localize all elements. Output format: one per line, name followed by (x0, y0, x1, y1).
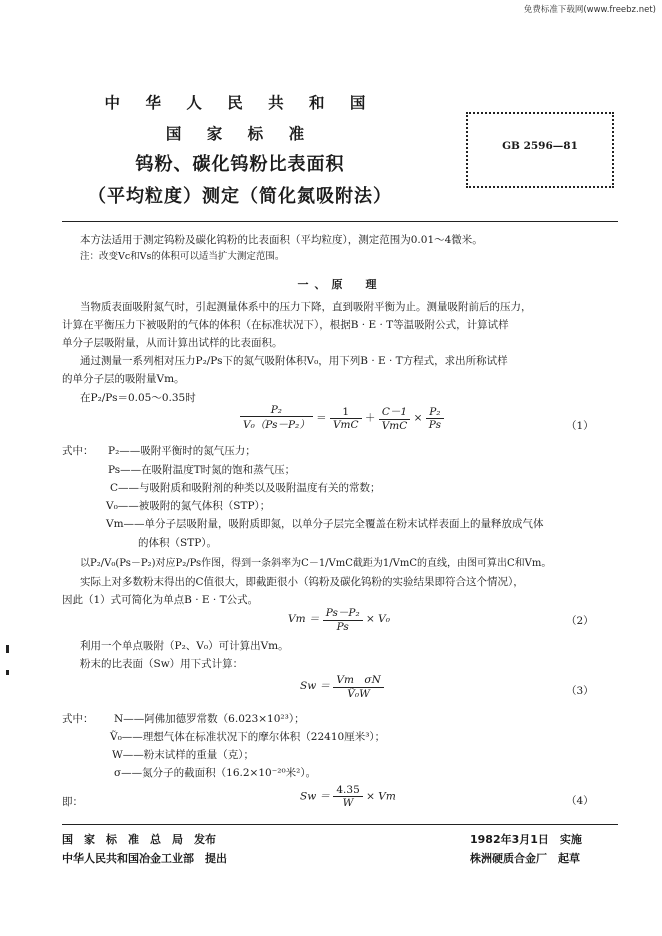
footer-effective-date: 1982年3月1日 实施 (470, 833, 582, 846)
header-standard: 国 家 标 准 (165, 125, 315, 143)
single-point-paragraph: 利用一个单点吸附（P₂、V₀）可计算出Vm。 (80, 640, 289, 652)
scan-mark (6, 645, 9, 653)
definition-vm-cont: 的体积（STP）。 (138, 537, 218, 549)
standard-code: GB 2596—81 (502, 140, 578, 152)
eq1-plus: ＋ (364, 412, 376, 424)
definition-v0-molar: Ṽ₀——理想气体在标准状况下的摩尔体积（22410厘米³）； (110, 731, 386, 743)
specific-surface-intro: 粉末的比表面（Sw）用下式计算： (80, 658, 244, 670)
ji-label: 即： (62, 796, 83, 808)
eq4-numerator: 4.35 (333, 784, 362, 797)
equation-3-number: （3） (566, 685, 594, 697)
equation-2 (288, 605, 390, 633)
definition-n: N——阿佛加德罗常数（6.023×10²³）； (114, 713, 305, 725)
equation-4 (300, 784, 396, 809)
eq4-lhs: Sw ＝ (300, 790, 331, 803)
header-country: 中 华 人 民 共 和 国 (104, 94, 376, 112)
eq3-denominator: Ṽ₀W (347, 688, 370, 700)
footer-drafter: 株洲硬质合金厂 起草 (470, 852, 580, 865)
eq2-lhs: Vm ＝ (288, 613, 320, 625)
eq1-term3-numerator: P₂ (429, 405, 441, 418)
equation-4-number: （4） (566, 795, 594, 807)
eq3-numerator: Vm σN (336, 674, 381, 686)
eq1-term3-denominator: Ps (428, 418, 441, 431)
definition-vm: Vm——单分子层吸附量，吸附质即氮，以单分子层完全覆盖在粉末试样表面上的量释放成气体 (106, 518, 544, 530)
principle-paragraph-line-1: 当物质表面吸附氮气时，引起测量体系中的压力下降，直到吸附平衡为止。测量吸附前后的压力， (80, 301, 532, 313)
bet-paragraph-line-1: 通过测量一系列相对压力P₂/Ps下的氮气吸附体积V₀，用下列B · E · T方程式，求出所称试样 (80, 355, 508, 367)
eq1-term2-numerator: C－1 (381, 406, 408, 418)
equation-1-number: （1） (566, 420, 594, 432)
watermark: 免费标准下载网(www.freebz.net) (523, 5, 656, 15)
definition-w: W——粉末试样的重量（克）； (112, 749, 255, 761)
eq1-lhs-numerator: P₂ (270, 404, 283, 416)
eq2-denominator: Ps (336, 621, 349, 633)
eq1-term2-denominator: VmC (381, 420, 408, 432)
pressure-range: 在P₂/Ps＝0.05～0.35时 (80, 392, 196, 404)
equation-1 (240, 404, 444, 432)
eq4-tail: × Vm (366, 790, 396, 803)
eq1-lhs-denominator: V₀（Ps－P₂） (243, 419, 310, 431)
definition-p2: P₂——吸附平衡时的氮气压力； (108, 445, 256, 457)
scope-paragraph: 本方法适用于测定钨粉及碳化钨粉的比表面积（平均粒度），测定范围为0.01～4微米。 (80, 234, 483, 246)
definition-sigma: σ——氮分子的截面积（16.2×10⁻²⁰米²）。 (114, 767, 317, 779)
definition-ps: Ps——在吸附温度T时氮的饱和蒸气压； (108, 464, 296, 476)
definition-c: C——与吸附质和吸附剂的种类以及吸附温度有关的常数； (110, 482, 381, 494)
section-heading-principle: 一、原 理 (297, 278, 383, 291)
scan-mark (6, 670, 9, 675)
simplify-paragraph-line-2: 因此（1）式可简化为单点B · E · T公式。 (62, 594, 259, 606)
eq1-equals: ＝ (316, 412, 327, 424)
eq1-term1-denominator: VmC (332, 418, 359, 431)
definition-v0: V₀——被吸附的氮气体积（STP）； (106, 500, 271, 512)
top-divider (62, 221, 618, 222)
equation-3 (300, 672, 384, 700)
eq1-times: × (413, 412, 423, 424)
simplify-paragraph-line-1: 实际上对多数粉末得出的C值很大，即截距很小（钨粉及碳化钨粉的实验结果即符合这个情况）， (80, 576, 524, 588)
eq4-denominator: W (342, 797, 354, 809)
title-line-2: （平均粒度）测定（简化氮吸附法） (88, 186, 392, 207)
footer-proposer: 中华人民共和国冶金工业部 提出 (62, 852, 227, 865)
equation-2-number: （2） (566, 615, 594, 627)
title-line-1: 钨粉、碳化钨粉比表面积 (135, 154, 345, 175)
scope-note: 注：改变Vc和Vs的体积可以适当扩大测定范围。 (80, 251, 285, 262)
where-label-2: 式中： (62, 713, 94, 725)
eq3-lhs: Sw ＝ (300, 680, 331, 692)
plot-paragraph: 以P₂/V₀(Ps－P₂)对应P₂/Ps作图，得到一条斜率为C－1/VmC截距为1/VmC的直线，由图可算出C和Vm。 (80, 558, 552, 569)
eq2-numerator: Ps－P₂ (325, 607, 360, 619)
principle-paragraph-line-3: 单分子层吸附量，从而计算出试样的比表面积。 (62, 337, 283, 349)
where-label-1: 式中： (62, 445, 94, 457)
eq1-term1-numerator: 1 (330, 406, 362, 419)
bottom-divider (62, 824, 618, 825)
bet-paragraph-line-2: 的单分子层的吸附量Vm。 (62, 373, 185, 385)
principle-paragraph-line-2: 计算在平衡压力下被吸附的气体的体积（在标准状况下），根据B · E · T等温吸附公式，计算试样 (62, 319, 509, 331)
eq2-tail: × V₀ (366, 613, 390, 625)
footer-issuer: 国 家 标 准 总 局 发布 (62, 833, 216, 846)
